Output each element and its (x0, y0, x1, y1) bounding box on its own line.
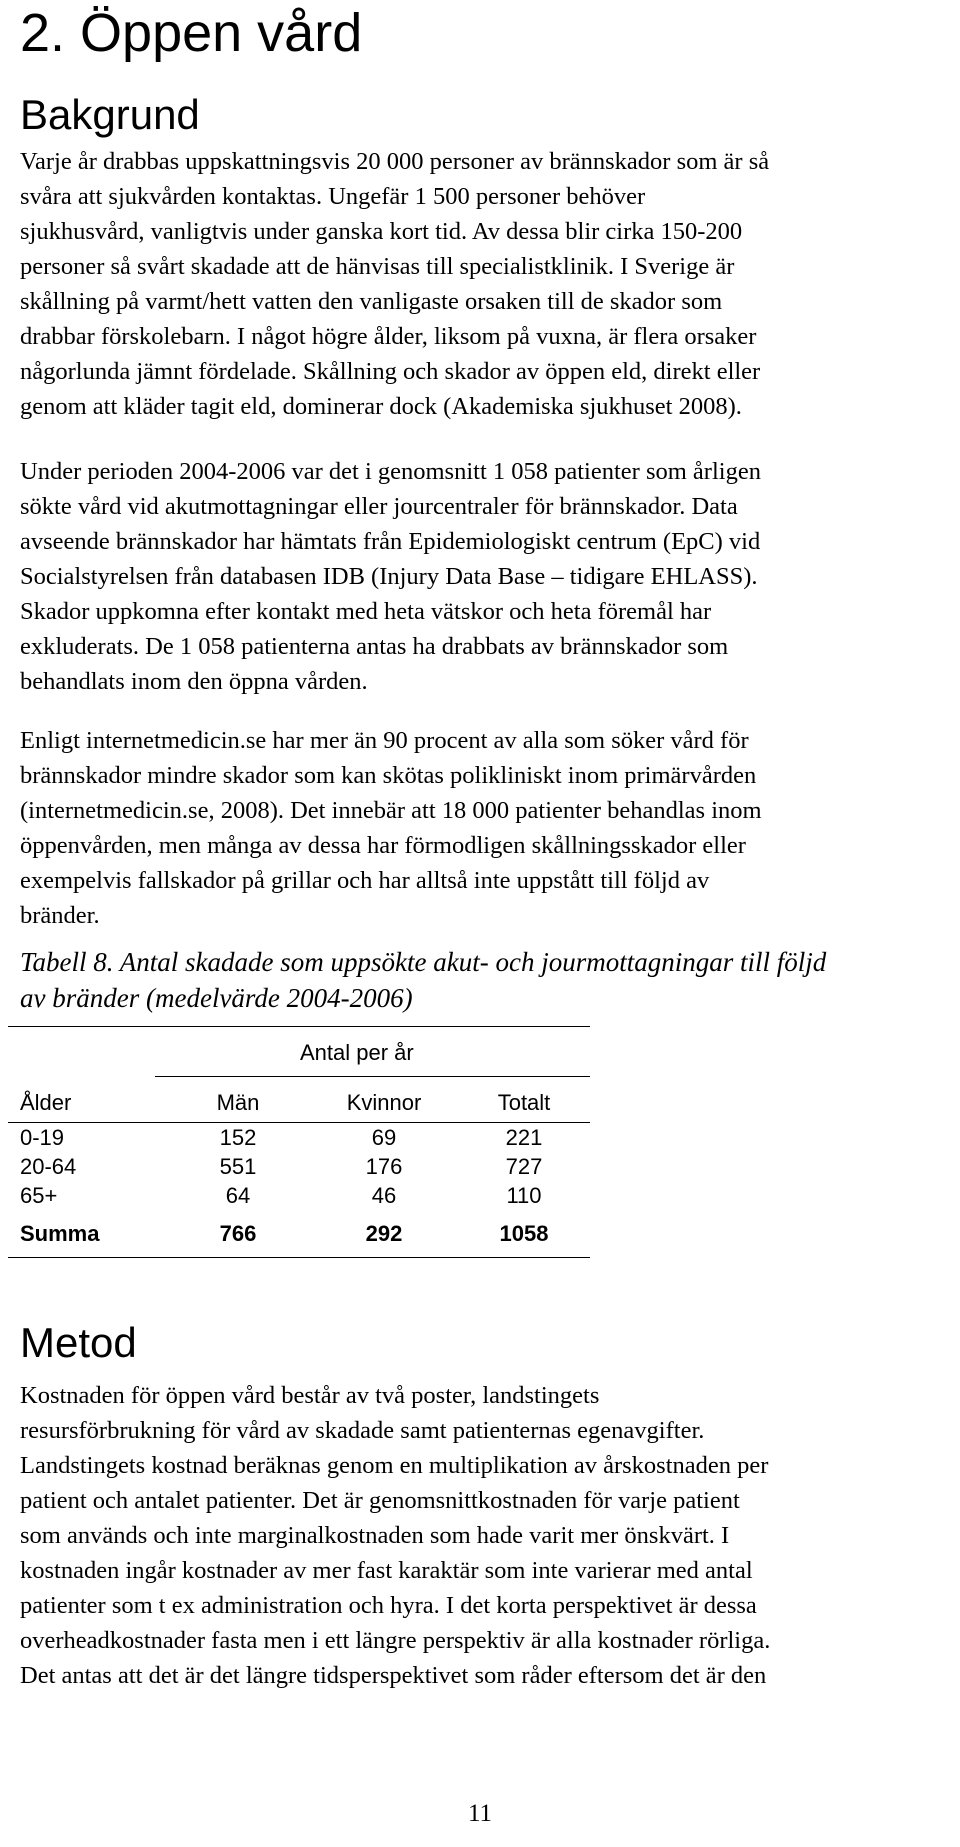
paragraph-2 (20, 454, 761, 699)
paragraph-line: skållning på varmt/hett vatten den vanligaste orsaken till de skador som (20, 288, 723, 315)
table-cell: 152 (219, 1125, 257, 1150)
table-cell: 221 (505, 1125, 543, 1150)
paragraph-line: öppenvården, men många av dessa har förmodligen skållningsskador eller (20, 832, 746, 859)
table-group-rule (155, 1076, 590, 1077)
page-number: 11 (467, 1800, 493, 1827)
paragraph-line: avseende brännskador har hämtats från Epidemiologiskt centrum (EpC) vid (20, 528, 761, 555)
section-heading-bakgrund: Bakgrund (20, 91, 200, 138)
table-cell: 20-64 (20, 1154, 77, 1179)
paragraph-line: (internetmedicin.se, 2008). Det innebär att 18 000 patienter behandlas inom (20, 797, 762, 824)
paragraph-line: Socialstyrelsen från databasen IDB (Injury Data Base – tidigare EHLASS). (20, 563, 758, 590)
paragraph-line: någorlunda jämnt fördelade. Skållning och skador av öppen eld, direkt eller (20, 358, 761, 385)
chapter-title: 2. Öppen vård (20, 3, 363, 63)
table-cell: 292 (365, 1221, 403, 1246)
caption-line: av bränder (medelvärde 2004-2006) (20, 983, 413, 1013)
table-cell: 1058 (499, 1221, 549, 1246)
paragraph-1 (20, 144, 769, 424)
paragraph-line: patienter som t ex administration och hyra. I det korta perspektivet är dessa (20, 1592, 757, 1619)
table-cell: 766 (219, 1221, 257, 1246)
paragraph-line: Under perioden 2004-2006 var det i genomsnitt 1 058 patienter som årligen (20, 458, 761, 485)
paragraph-line: Varje år drabbas uppskattningsvis 20 000 personer av brännskador som är så (20, 148, 770, 175)
table-caption (20, 944, 826, 1016)
table-cell: 65+ (20, 1183, 58, 1208)
paragraph-line: personer så svårt skadade att de hänvisas till specialistklinik. I Sverige är (20, 253, 735, 280)
paragraph-line: exempelvis fallskador på grillar och har alltså inte uppstått till följd av (20, 867, 710, 894)
column-header: Kvinnor (346, 1090, 422, 1115)
paragraph-line: Enligt internetmedicin.se har mer än 90 procent av alla som söker vård för (20, 727, 749, 754)
column-header: Totalt (497, 1090, 551, 1115)
paragraph-line: sjukhusvård, vanligtvis under ganska kort tid. Av dessa blir cirka 150-200 (20, 218, 743, 245)
paragraph-line: Landstingets kostnad beräknas genom en multiplikation av årskostnaden per (20, 1452, 769, 1479)
table-cell: 176 (365, 1154, 403, 1179)
table-cell: 110 (506, 1183, 542, 1208)
table-header-rule (8, 1122, 590, 1123)
paragraph-line: som används och inte marginalkostnaden som hade varit mer önskvärt. I (20, 1522, 730, 1549)
table-cell: 46 (371, 1183, 397, 1208)
paragraph-line: resursförbrukning för vård av skadade samt patienternas egenavgifter. (20, 1417, 705, 1444)
paragraph-line: patient och antalet patienter. Det är genomsnittkostnaden för varje patient (20, 1487, 740, 1514)
table-cell: 727 (505, 1154, 543, 1179)
table-cell: 0-19 (20, 1125, 65, 1150)
paragraph-line: genom att kläder tagit eld, dominerar dock (Akademiska sjukhuset 2008). (20, 393, 742, 420)
table-bottom-rule (8, 1257, 590, 1258)
column-header: Män (216, 1090, 260, 1115)
table-group-header: Antal per år (300, 1040, 414, 1065)
paragraph-line: Skador uppkomna efter kontakt med heta vätskor och heta föremål har (20, 598, 712, 625)
table-cell: 64 (225, 1183, 251, 1208)
paragraph-3 (20, 723, 762, 933)
paragraph-line: overheadkostnader fasta men i ett längre perspektiv är alla kostnader rörliga. (20, 1627, 771, 1654)
paragraph-line: sökte vård vid akutmottagningar eller jourcentraler för brännskador. Data (20, 493, 738, 520)
table-cell: 551 (219, 1154, 257, 1179)
table-cell: 69 (371, 1125, 397, 1150)
caption-line: Tabell 8. Antal skadade som uppsökte akut- och jourmottagningar till följd (20, 947, 827, 977)
paragraph-line: behandlats inom den öppna vården. (20, 668, 368, 695)
paragraph-line: kostnaden ingår kostnader av mer fast karaktär som inte varierar med antal (20, 1557, 753, 1584)
paragraph-metod (20, 1378, 770, 1693)
paragraph-line: Det antas att det är det längre tidsperspektivet som råder eftersom det är den (20, 1662, 767, 1689)
paragraph-line: svåra att sjukvården kontaktas. Ungefär 1 500 personer behöver (20, 183, 646, 210)
paragraph-line: exkluderats. De 1 058 patienterna antas ha drabbats av brännskador som (20, 633, 729, 660)
paragraph-line: Kostnaden för öppen vård består av två poster, landstingets (20, 1382, 600, 1409)
paragraph-line: bränder. (20, 902, 100, 929)
section-heading-metod: Metod (20, 1319, 137, 1366)
paragraph-line: brännskador mindre skador som kan skötas polikliniskt inom primärvården (20, 762, 757, 789)
table-cell: Summa (20, 1221, 100, 1246)
paragraph-line: drabbar förskolebarn. I något högre ålder, liksom på vuxna, är flera orsaker (20, 323, 757, 350)
column-header: Ålder (20, 1090, 72, 1115)
table-top-rule (8, 1026, 590, 1027)
